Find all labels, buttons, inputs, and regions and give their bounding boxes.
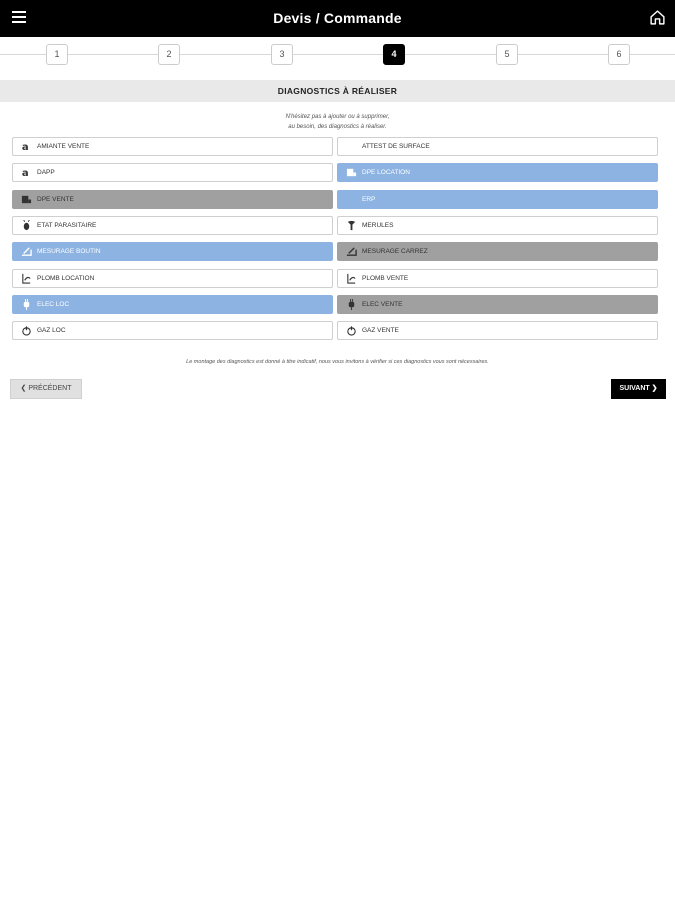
diagnostic-label: GAZ LOC: [37, 327, 66, 334]
diagnostic-label: MERULES: [362, 222, 394, 229]
chevron-right-icon: ❯: [651, 385, 658, 392]
diagnostic-label: AMIANTE VENTE: [37, 143, 90, 150]
app-header: [0, 0, 675, 37]
page-title: Devis / Commande: [273, 10, 402, 26]
diagnostic-label: ELEC LOC: [37, 301, 70, 308]
diagnostic-option[interactable]: [12, 295, 333, 314]
previous-button-label: PRÉCÉDENT: [28, 385, 72, 392]
diagnostic-label: PLOMB VENTE: [362, 275, 409, 282]
diagnostic-option[interactable]: [12, 269, 333, 288]
stepper-line: [0, 54, 675, 55]
diagnostic-option[interactable]: [337, 137, 658, 156]
diagnostic-option[interactable]: [337, 190, 658, 209]
amiante-icon: [21, 167, 32, 178]
lead-icon: [346, 273, 357, 284]
step-6[interactable]: 6: [608, 44, 630, 65]
lead-icon: [21, 273, 32, 284]
diagnostic-option[interactable]: [337, 163, 658, 182]
hint-line-1: N'hésitez pas à ajouter ou à supprimer,: [285, 114, 390, 120]
diagnostic-label: GAZ VENTE: [362, 327, 399, 334]
diagnostic-label: DAPP: [37, 169, 55, 176]
diagnostic-label: ATTEST DE SURFACE: [362, 143, 430, 150]
step-4[interactable]: 4: [383, 44, 405, 65]
diagnostic-option[interactable]: [12, 216, 333, 235]
step-5[interactable]: 5: [496, 44, 518, 65]
footnote: Le montage des diagnostics est donné à titre indicatif, nous vous invitons à vérifier si ces diagnostics vous sont nécessaires.: [186, 359, 489, 365]
diagnostic-option[interactable]: [12, 163, 333, 182]
diagnostic-option[interactable]: [337, 269, 658, 288]
diagnostic-label: MESURAGE CARREZ: [362, 248, 428, 255]
merule-icon: [346, 220, 357, 231]
next-button-label: SUIVANT: [619, 385, 650, 392]
electric-plug-icon: [21, 299, 32, 310]
diagnostic-option[interactable]: [12, 190, 333, 209]
svg-text:a: a: [21, 168, 29, 178]
diagnostic-label: DPE LOCATION: [362, 169, 410, 176]
step-1[interactable]: 1: [46, 44, 68, 65]
diagnostic-label: ETAT PARASITAIRE: [37, 222, 97, 229]
section-title: DIAGNOSTICS À RÉALISER: [0, 80, 675, 102]
gas-icon: [346, 325, 357, 336]
diagnostic-label: PLOMB LOCATION: [37, 275, 95, 282]
diagnostic-label: MESURAGE BOUTIN: [37, 248, 101, 255]
home-icon[interactable]: [649, 9, 666, 26]
diagnostic-option[interactable]: [337, 242, 658, 261]
diagnostic-option[interactable]: [337, 321, 658, 340]
parasite-icon: [21, 220, 32, 231]
hint-line-2: au besoin, des diagnostics à réaliser.: [288, 124, 387, 130]
diagnostic-option[interactable]: [12, 321, 333, 340]
svg-text:a: a: [21, 142, 29, 152]
stepper: [0, 37, 675, 75]
measure-icon: [21, 246, 32, 257]
chevron-left-icon: ❮: [20, 385, 27, 392]
diagnostic-label: ELEC VENTE: [362, 301, 403, 308]
gas-icon: [21, 325, 32, 336]
diagnostic-option[interactable]: [12, 242, 333, 261]
amiante-icon: [21, 141, 32, 152]
measure-icon: [346, 246, 357, 257]
diagnostic-label: DPE VENTE: [37, 196, 74, 203]
diagnostic-option[interactable]: [337, 295, 658, 314]
previous-button[interactable]: [10, 379, 82, 399]
step-3[interactable]: 3: [271, 44, 293, 65]
electric-plug-icon: [346, 299, 357, 310]
step-2[interactable]: 2: [158, 44, 180, 65]
dpe-icon: [346, 167, 357, 178]
diagnostic-label: ERP: [362, 196, 376, 203]
diagnostic-option[interactable]: [12, 137, 333, 156]
next-button[interactable]: [611, 379, 666, 399]
diagnostic-option[interactable]: [337, 216, 658, 235]
dpe-icon: [21, 194, 32, 205]
